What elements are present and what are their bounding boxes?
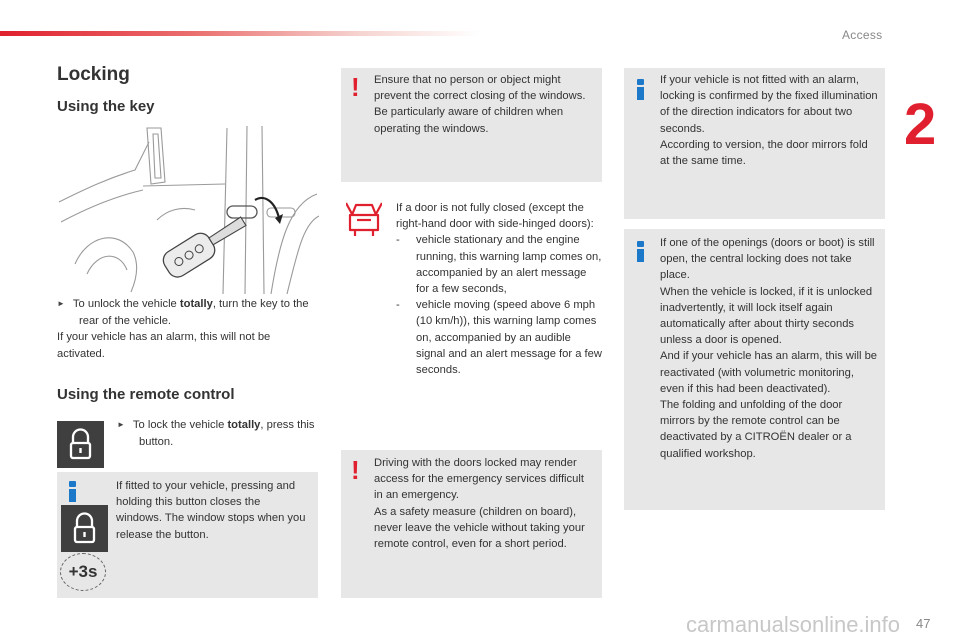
exclamation-warning-icon: !: [351, 72, 360, 102]
information-icon: [637, 241, 645, 262]
warning-text-windows: Ensure that no person or object might prevent the correct closing of the windows. Be particularly aware of children when operating the windows.: [374, 74, 586, 135]
key-heading: Using the key: [57, 98, 155, 115]
header-accent-bar: [0, 31, 480, 36]
arrow-marker-icon: ►: [57, 299, 65, 308]
information-icon: [637, 79, 645, 100]
page-number: 47: [916, 616, 931, 631]
list-item: - vehicle moving (speed above 6 mph (10 km/h)), this warning lamp comes on, accompanied by an audible signal and an alert message for a few seconds.: [396, 299, 602, 377]
exclamation-warning-icon: !: [351, 455, 360, 485]
arrow-marker-icon: ►: [117, 420, 125, 429]
information-icon: [69, 481, 77, 502]
chapter-number: 2: [904, 92, 937, 157]
info-text-openings: If one of the openings (doors or boot) is still open, the central locking does not take place. When the vehicle is locked, if it is unlocked inadvertently, it will lock itself again automatically after about thirty seconds unless a door is opened. And if your vehicle has an alarm, this will be reactivated (with volumetric monitoring, even if this had been deactivated). The folding and unfolding of the door mirrors by the remote control can be deactivated by a CITROËN dealer or a qualified workshop.: [660, 237, 878, 460]
key-note: If your vehicle has an alarm, this will not be activated.: [57, 331, 271, 360]
section-title: Access: [842, 28, 883, 42]
watermark: carmanualsonline.info: [686, 612, 901, 637]
warning-text-driving: Driving with the doors locked may render access for the emergency services difficult in an emergency. As a safety measure (children on board), never leave the vehicle without taking your remote control, even for a short period.: [374, 457, 585, 551]
list-item: - vehicle stationary and the engine running, this warning lamp comes on, accompanied by an alert message for a few seconds,: [396, 234, 602, 296]
info-text-alarm: If your vehicle is not fitted with an alarm, locking is confirmed by the fixed illumination of the direction indicators for about two seconds. According to version, the door mirrors fold at the same time.: [660, 74, 878, 168]
padlock-icon: [57, 421, 104, 468]
remote-instruction: ► To lock the vehicle totally, press this button.: [117, 419, 315, 449]
info-text-windows: If fitted to your vehicle, pressing and holding this button closes the windows. The window stops when you release the button.: [116, 480, 306, 541]
hold-3s-badge: +3s: [60, 553, 106, 591]
padlock-icon: [61, 505, 108, 552]
door-intro: If a door is not fully closed (except the right-hand door with side-hinged doors):: [396, 202, 594, 231]
door-warning-block: [396, 200, 602, 378]
page-title: Locking: [57, 64, 130, 85]
door-open-warning-lamp-icon: [346, 200, 382, 246]
key-instruction: ► To unlock the vehicle totally, turn the key to the rear of the vehicle. If your vehicle has an alarm, this will not be activated.: [57, 296, 312, 362]
car-door-key-illustration: [57, 124, 319, 294]
remote-heading: Using the remote control: [57, 386, 235, 403]
